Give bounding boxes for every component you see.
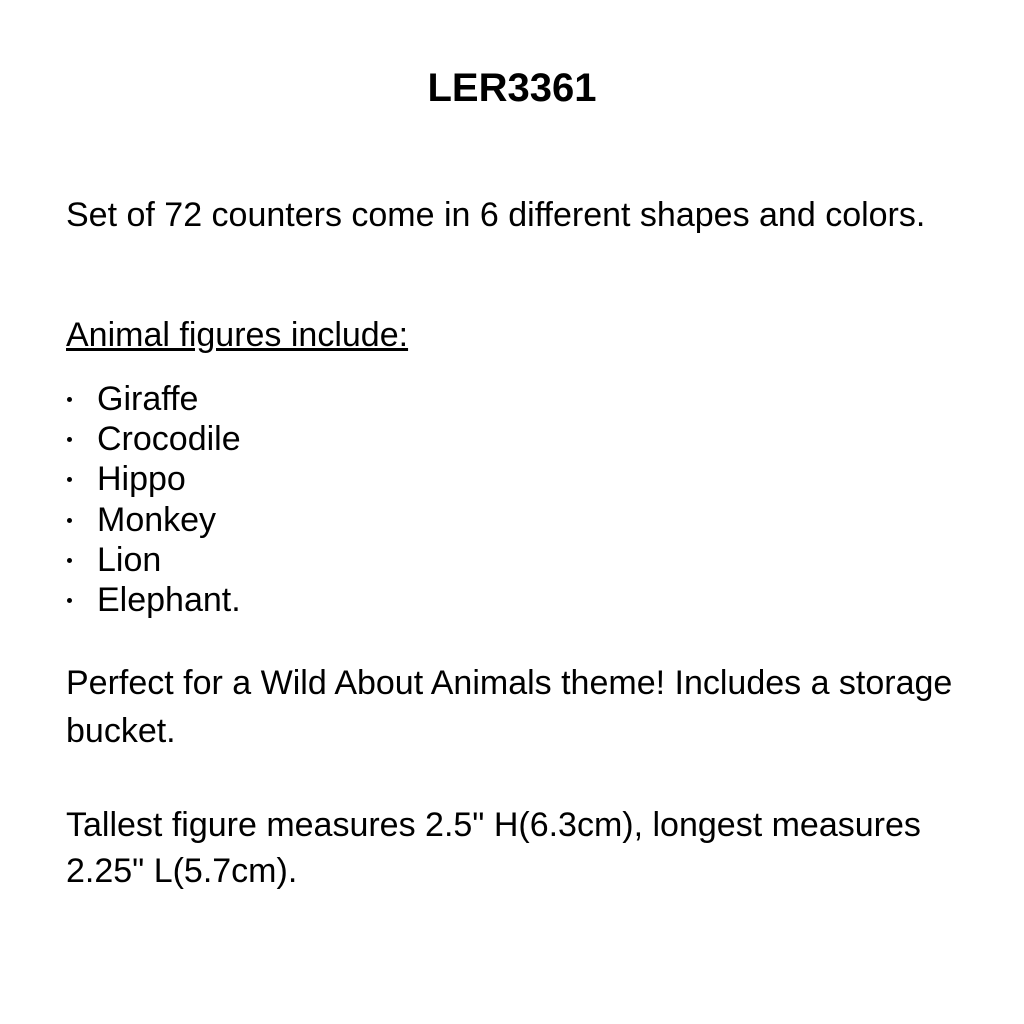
product-code-title: LER3361 [427,66,597,110]
bullet-icon [67,437,72,442]
animal-name: Elephant. [97,580,241,619]
list-item [66,500,241,540]
bullet-icon [67,598,72,603]
list-item [66,580,241,620]
list-item [66,379,241,419]
bullet-icon [67,477,72,482]
animal-list [66,379,241,620]
size-paragraph: Tallest figure measures 2.5" H(6.3cm), longest measures 2.25" L(5.7cm). [66,806,921,890]
list-item [66,419,241,459]
intro-paragraph: Set of 72 counters come in 6 different shapes and colors. [66,196,926,234]
list-item [66,459,241,499]
animal-name: Crocodile [97,420,241,459]
bullet-icon [67,518,72,523]
bullet-icon [67,558,72,563]
bullet-icon [67,397,72,402]
list-item [66,540,241,580]
animal-name: Giraffe [97,380,199,418]
animal-name: Lion [97,540,162,579]
animal-name: Hippo [97,460,186,499]
theme-paragraph: Perfect for a Wild About Animals theme! Includes a storage bucket. [66,664,953,750]
figures-heading: Animal figures include: [66,316,409,354]
animal-name: Monkey [97,500,217,539]
